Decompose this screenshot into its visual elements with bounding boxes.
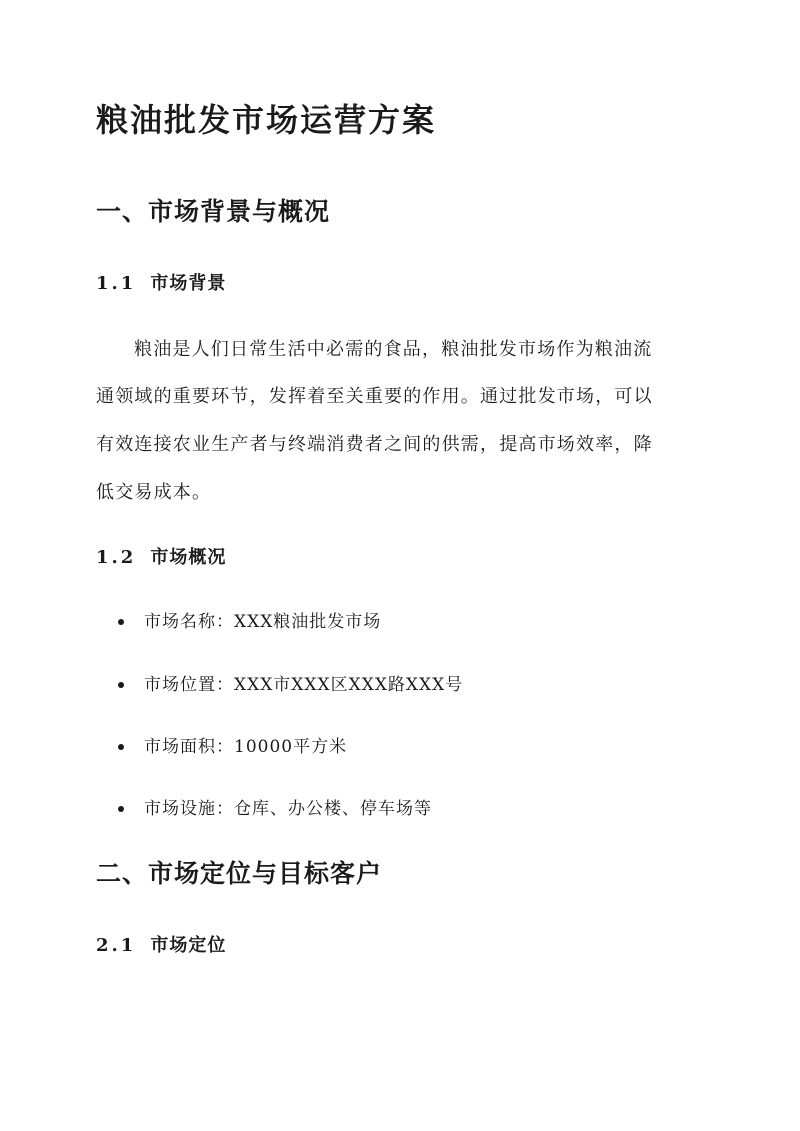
subsection-title: 市场背景 — [150, 273, 227, 294]
bullet-icon — [118, 682, 124, 688]
bullet-icon — [118, 744, 124, 750]
subsection-1-1-heading — [96, 271, 226, 297]
section-2-heading: 二、市场定位与目标客户 — [96, 859, 383, 888]
subsection-title: 市场定位 — [150, 935, 227, 956]
list-item-text: 市场面积：10000平方米 — [144, 737, 348, 757]
subsection-2-1-heading — [96, 933, 226, 959]
list-item — [118, 734, 347, 760]
document-title: 粮油批发市场运营方案 — [96, 101, 437, 139]
paragraph-line: 粮油是人们日常生活中必需的食品，粮油批发市场作为粮油流 — [134, 339, 653, 360]
list-item — [118, 609, 381, 635]
subsection-number: 1.1 — [96, 273, 137, 294]
bullet-icon — [118, 619, 124, 625]
list-item — [118, 672, 463, 698]
list-item-text: 市场名称：XXX粮油批发市场 — [144, 612, 382, 632]
subsection-number: 2.1 — [96, 935, 137, 956]
subsection-1-2-heading — [96, 545, 226, 571]
bullet-icon — [118, 806, 124, 812]
subsection-number: 1.2 — [96, 547, 137, 568]
list-item — [118, 796, 432, 822]
paragraph-line: 低交易成本。 — [96, 482, 212, 503]
list-item-text: 市场设施：仓库、办公楼、停车场等 — [144, 799, 432, 819]
paragraph-line: 通领域的重要环节，发挥着至关重要的作用。通过批发市场，可以 — [96, 386, 653, 407]
section-1-heading: 一、市场背景与概况 — [96, 197, 331, 226]
paragraph-line: 有效连接农业生产者与终端消费者之间的供需，提高市场效率，降 — [96, 434, 653, 455]
subsection-title: 市场概况 — [150, 547, 227, 568]
list-item-text: 市场位置：XXX市XXX区XXX路XXX号 — [144, 675, 464, 695]
